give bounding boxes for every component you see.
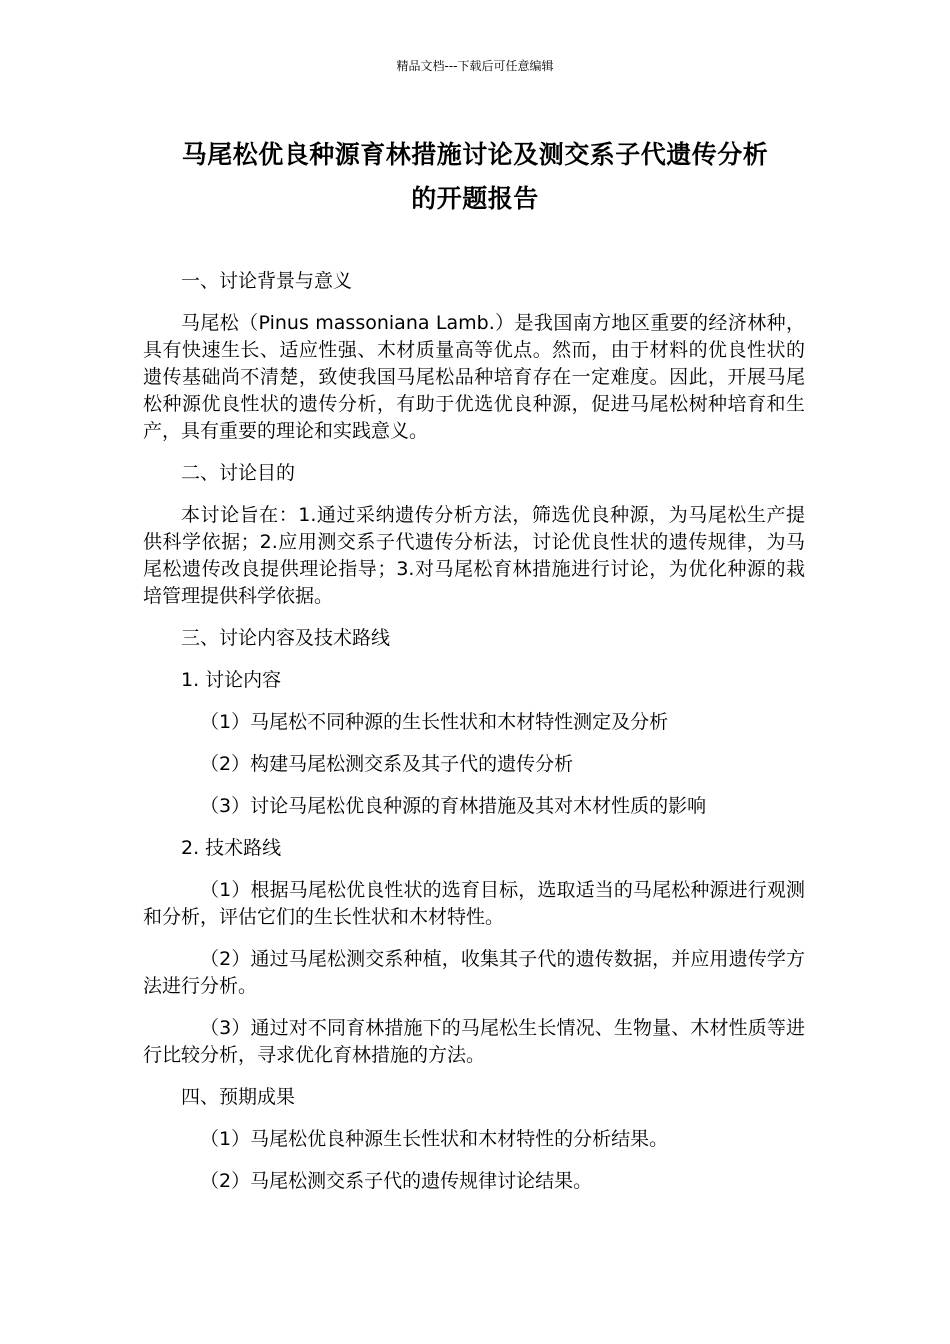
title-line-1: 马尾松优良种源育林措施讨论及测交系子代遗传分析	[181, 140, 769, 169]
content-item-3: （3）讨论马尾松优良种源的育林措施及其对木材性质的影响	[200, 795, 707, 817]
content-item-1: （1）马尾松不同种源的生长性状和木材特性测定及分析	[200, 711, 669, 733]
content-item-2: （2）构建马尾松测交系及其子代的遗传分析	[200, 753, 574, 775]
route-item-3: （3）通过对不同育林措施下的马尾松生长情况、生物量、木材性质等进行比较分析，寻求优化育林措施的方法。	[143, 1017, 805, 1066]
route-item-2: （2）通过马尾松测交系种植，收集其子代的遗传数据，并应用遗传学方法进行分析。	[143, 948, 805, 997]
section-2-paragraph: 本讨论旨在：1.通过采纳遗传分析方法，筛选优良种源，为马尾松生产提供科学依据；2.应用测交系子代遗传分析法，讨论优良性状的遗传规律，为马尾松遗传改良提供理论指导；3.对马尾松育林措施进行讨论，为优化种源的栽培管理提供科学依据。	[143, 504, 805, 607]
result-item-1: （1）马尾松优良种源生长性状和木材特性的分析结果。	[200, 1128, 669, 1150]
section-2-heading: 二、讨论目的	[181, 462, 296, 484]
document-title	[120, 133, 830, 221]
route-item-1: （1）根据马尾松优良性状的选育目标，选取适当的马尾松种源进行观测和分析，评估它们的生长性状和木材特性。	[143, 879, 805, 928]
section-4-heading: 四、预期成果	[181, 1086, 296, 1108]
section-1-heading: 一、讨论背景与意义	[181, 270, 353, 292]
section-3-heading: 三、讨论内容及技术路线	[181, 627, 391, 649]
document-body	[143, 268, 805, 1210]
title-line-2: 的开题报告	[411, 184, 539, 213]
result-item-2: （2）马尾松测交系子代的遗传规律讨论结果。	[200, 1170, 593, 1192]
section-1-paragraph: 马尾松（Pinus massoniana Lamb.）是我国南方地区重要的经济林种，具有快速生长、适应性强、木材质量高等优点。然而，由于材料的优良性状的遗传基础尚不清楚，致使我国马尾松品种培育存在一定难度。因此，开展马尾松种源优良性状的遗传分析，有助于优选优良种源，促进马尾松树种培育和生产，具有重要的理论和实践意义。	[143, 312, 805, 442]
page-header-watermark: 精品文档---下载后可任意编辑	[396, 59, 554, 73]
section-3-subheading-route: 2. 技术路线	[181, 837, 282, 859]
section-3-subheading-content: 1. 讨论内容	[181, 669, 282, 691]
